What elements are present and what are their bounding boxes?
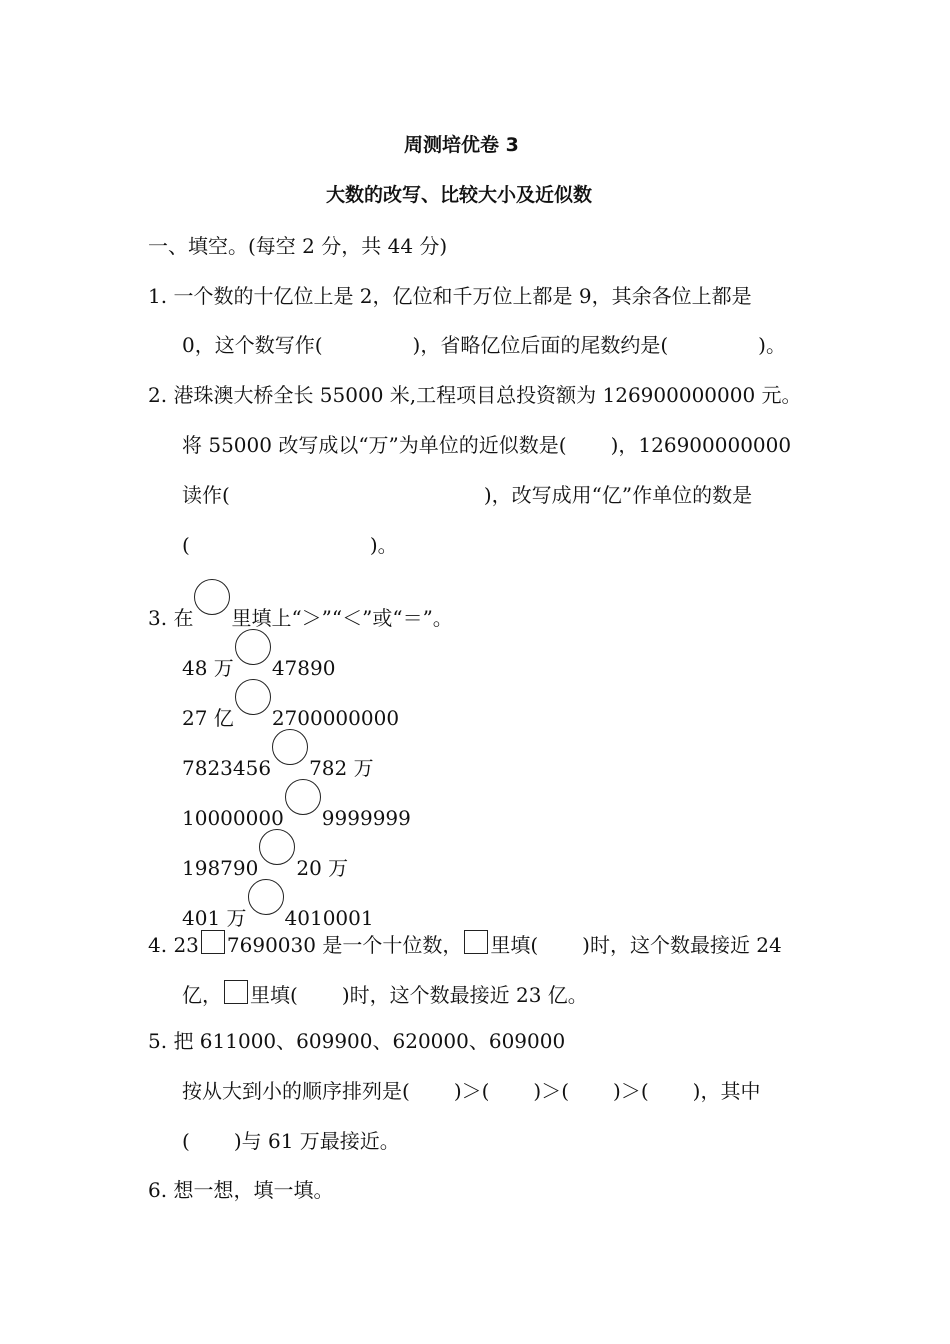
q2-text-c: 读作( <box>182 483 230 507</box>
q2-text-d: )，改写成用“亿”作单位的数是 <box>483 483 753 507</box>
q3-item-left: 27 亿 <box>182 706 234 730</box>
circle-icon <box>194 579 230 615</box>
q2-text-e: ( <box>182 533 190 557</box>
page-title <box>404 130 519 157</box>
q2-line4 <box>182 529 398 558</box>
section-heading: 一、填空。(每空 2 分，共 44 分) <box>148 234 448 258</box>
compare-circle-input[interactable] <box>248 879 284 915</box>
q2-text-f: )。 <box>369 533 398 557</box>
q2-line3 <box>182 479 752 508</box>
q5-text-f: ( <box>182 1129 190 1153</box>
q1-line1: 1. 一个数的十亿位上是 2，亿位和千万位上都是 9，其余各位上都是 <box>148 284 752 308</box>
q3-item <box>182 829 348 881</box>
q3-item <box>182 629 335 681</box>
q2-text-b: )，126900000000 <box>610 433 792 457</box>
q3-item <box>182 779 411 830</box>
compare-circle-input[interactable] <box>235 629 271 665</box>
q5-line1: 5. 把 611000、609900、620000、609000 <box>148 1029 566 1053</box>
q5-text-a: 按从大到小的顺序排列是( <box>182 1079 410 1103</box>
q3-item <box>182 729 374 781</box>
compare-circle-input[interactable] <box>272 729 308 765</box>
digit-box-input[interactable] <box>201 930 225 954</box>
q4-text-c: 里填( <box>490 933 539 957</box>
q5-line3 <box>182 1125 400 1154</box>
q5-text-e: )，其中 <box>692 1079 761 1103</box>
compare-circle-input[interactable] <box>259 829 295 865</box>
q3-item-left: 10000000 <box>182 806 284 830</box>
q3-prefix: 3. 在 <box>148 606 194 630</box>
q3-item-right: 47890 <box>271 656 336 680</box>
compare-circle-input[interactable] <box>235 679 271 715</box>
q3-item-left: 48 万 <box>182 656 234 680</box>
q3-item-right: 4010001 <box>284 906 374 930</box>
q4-text-g: )时，这个数最接近 23 亿。 <box>341 983 588 1007</box>
q3-item <box>182 879 374 931</box>
q4-text-d: )时，这个数最接近 24 <box>582 933 782 957</box>
q3-suffix: 里填上“＞”“＜”或“＝”。 <box>231 606 453 630</box>
q2-line2 <box>182 429 791 458</box>
q1-text-c: )。 <box>758 333 786 357</box>
q4-text-b: 7690030 是一个十位数， <box>226 933 463 957</box>
q4-text-f: 里填( <box>250 983 298 1007</box>
q3-instruction <box>148 579 453 631</box>
q6-line1: 6. 想一想，填一填。 <box>148 1178 334 1202</box>
q3-item-left: 401 万 <box>182 906 247 930</box>
page-subtitle <box>326 180 592 207</box>
q2-text-a: 将 55000 改写成以“万”为单位的近似数是( <box>182 433 567 457</box>
q5-line2 <box>182 1075 760 1104</box>
q5-text-c: )＞( <box>533 1079 570 1103</box>
q4-text-e: 亿， <box>182 983 222 1007</box>
q2-line1: 2. 港珠澳大桥全长 55000 米,工程项目总投资额为 126900000000 元。 <box>148 383 802 407</box>
q3-item-right: 20 万 <box>296 856 349 880</box>
q5-text-g: )与 61 万最接近。 <box>233 1129 400 1153</box>
q3-item-left: 7823456 <box>182 756 272 780</box>
q3-item-right: 782 万 <box>309 756 374 780</box>
q3-item-right: 2700000000 <box>271 706 400 730</box>
page-title-text: 周测培优卷 3 <box>404 134 519 156</box>
page-subtitle-text: 大数的改写、比较大小及近似数 <box>326 184 593 206</box>
q1-line2 <box>182 329 786 358</box>
q1-text-b: )，省略亿位后面的尾数约是( <box>412 333 669 357</box>
square-icon <box>464 930 488 954</box>
q5-text-b: )＞( <box>453 1079 490 1103</box>
q1-text-a: 0，这个数写作( <box>182 333 323 357</box>
q3-item <box>182 679 399 731</box>
square-icon <box>224 980 248 1004</box>
q5-text-d: )＞( <box>613 1079 649 1103</box>
q3-item-left: 198790 <box>182 856 259 880</box>
q4-text-a: 4. 23 <box>148 933 199 957</box>
q4-line2 <box>182 979 588 1008</box>
q4-line1 <box>148 929 782 958</box>
compare-circle-input[interactable] <box>285 779 321 815</box>
q3-item-right: 9999999 <box>321 806 411 830</box>
